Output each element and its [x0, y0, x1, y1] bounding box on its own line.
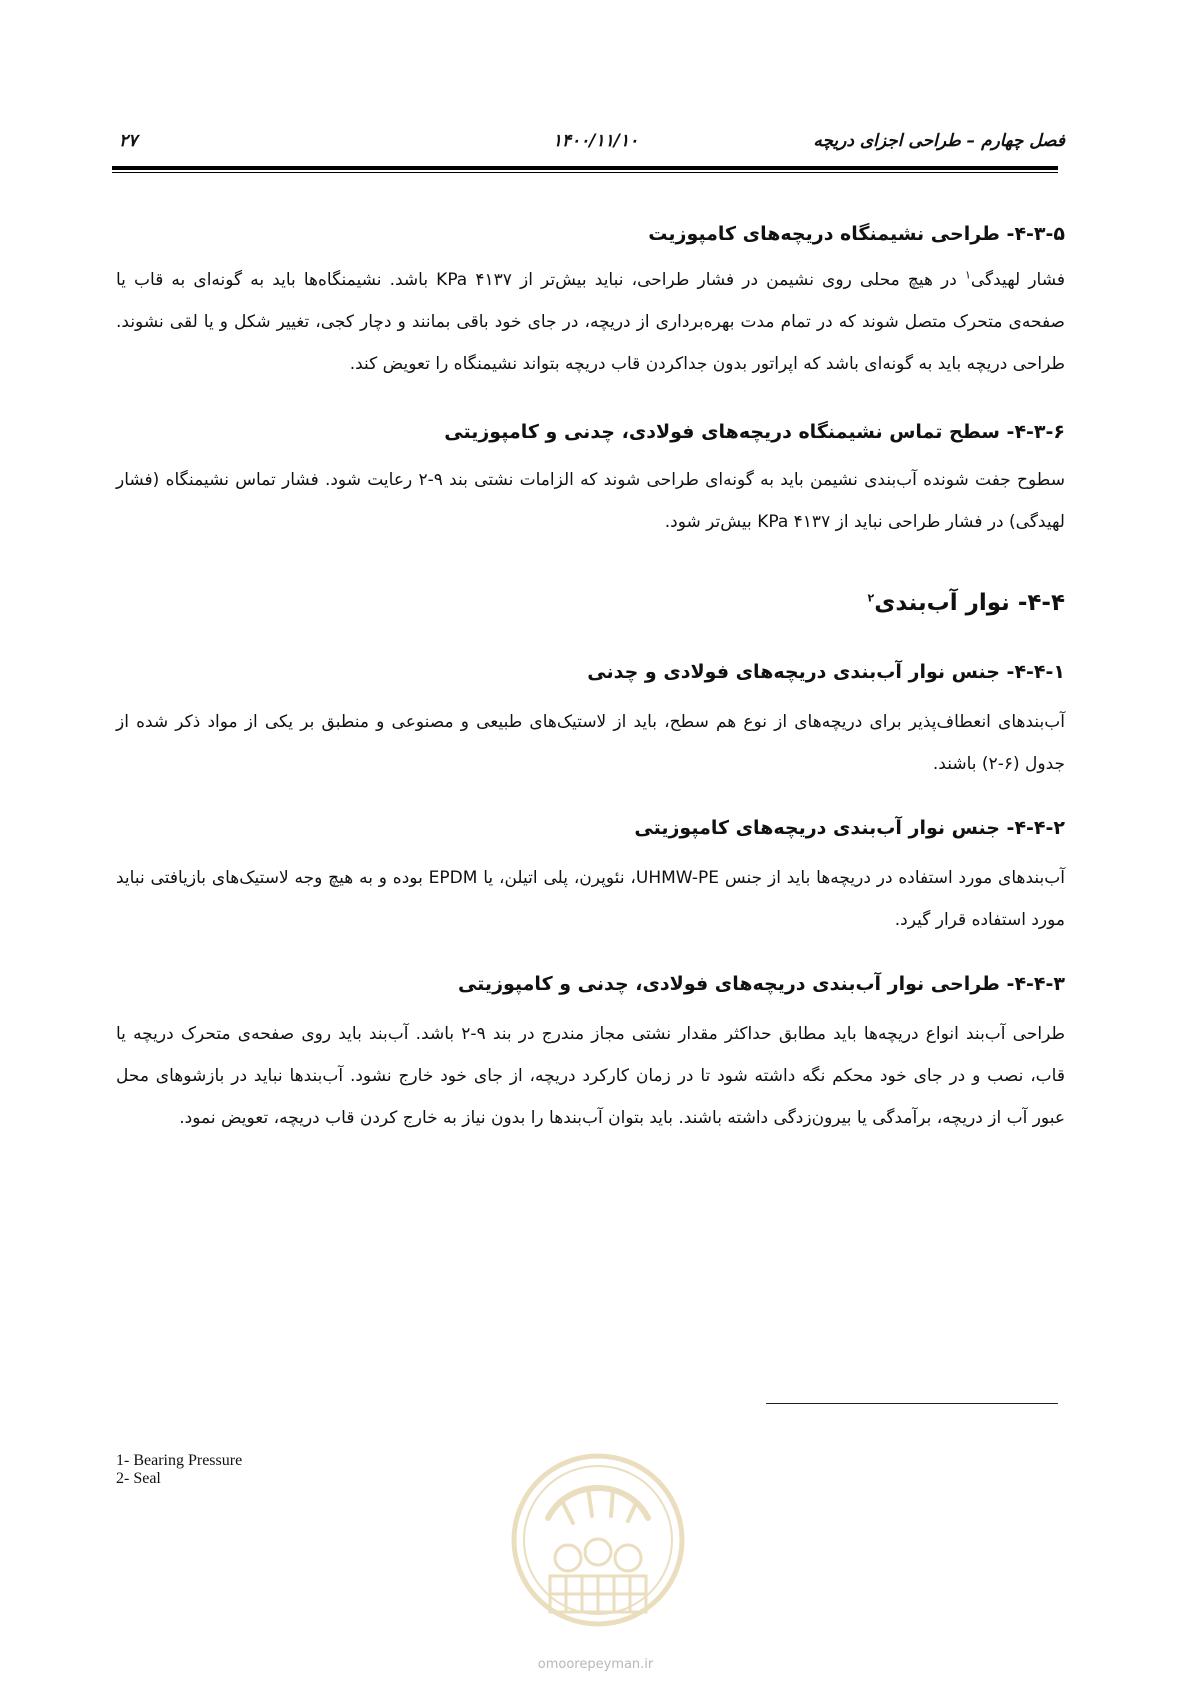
footnote-ref-2: ۲	[867, 591, 875, 605]
footnote-separator	[766, 1403, 1058, 1404]
header-rule-thick	[112, 166, 1058, 170]
footnote-2: 2- Seal	[116, 1470, 161, 1487]
section-body-4-4-2: آب‌بندهای مورد استفاده در دریچه‌ها باید از جنس UHMW-PE، نئوپرن، پلی اتیلن، یا EPDM بوده و به هیچ وجه لاستیک‌های بازیافتی نباید مورد استفاده قرار گیرد.	[116, 868, 1065, 930]
main-heading-text: ۴-۴- نوار آب‌بندی	[874, 590, 1065, 616]
section-heading-4-4-3: ۴-۴-۳- طراحی نوار آب‌بندی دریچه‌های فولادی، چدنی و کامپوزیتی	[457, 973, 1065, 995]
running-header-date: ۱۴۰۰/۱۱/۱۰	[552, 131, 639, 151]
section-body-4-4-3: طراحی آب‌بند انواع دریچه‌ها باید مطابق حداکثر مقدار نشتی مجاز مندرج در بند ۹-۲ باشد. آب‌بند باید روی صفحه‌ی متحرک دریچه یا قاب، نصب و در جای خود محکم نگه داشته شود تا در زمان کارکرد دریچه، از جای خود خارج نشود. آب‌بندها نباید در بازشوهای محل عبور آب از دریچه، برآمدگی یا بیرون‌زدگی داشته باشند. باید بتوان آب‌بندها را بدون نیاز به خارج کردن قاب دریچه، تعویض نمود.	[116, 1024, 1065, 1128]
page-number: ۲۷	[119, 131, 138, 151]
body-text: در هیچ محلی روی نشیمن در فشار طراحی، نباید بیش‌تر از ۴۱۳۷ KPa باشد. نشیمنگاه‌ها باید به گونه‌ای به قاب یا صفحه‌ی متحرک متصل شوند که در تمام مدت بهره‌برداری از دریچه، در جای خود باقی بمانند و دچار کجی، تغییر شکل و یا لقی نشوند. طراحی دریچه باید به گونه‌ای باشد که اپراتور بدون جداکردن قاب دریچه بتواند نشیمنگاه را تعویض کند.	[116, 270, 1065, 374]
body-text: فشار لهیدگی	[970, 270, 1065, 290]
running-header-chapter: فصل چهارم – طراحی اجزای دریچه	[813, 131, 1065, 151]
section-body-4-4-1: آب‌بندهای انعطاف‌پذیر برای دریچه‌های از نوع هم سطح، باید از لاستیک‌های طبیعی و مصنوعی و منطبق بر یکی از مواد ذکر شده از جدول (۶-۲) باشند.	[116, 712, 1065, 774]
section-body-4-3-5	[116, 259, 1065, 385]
section-heading-4-4-2: ۴-۴-۲- جنس نوار آب‌بندی دریچه‌های کامپوزیتی	[634, 817, 1065, 839]
chapter-section-heading-4-4	[116, 577, 1065, 629]
page-content	[116, 213, 1065, 1139]
section-heading-4-3-6: ۴-۳-۶- سطح تماس نشیمنگاه دریچه‌های فولادی، چدنی و کامپوزیتی	[444, 421, 1065, 443]
watermark-site-url: omoorepeyman.ir	[537, 1657, 654, 1672]
footnote-1: 1- Bearing Pressure	[116, 1452, 243, 1469]
section-heading-4-3-5: ۴-۳-۵- طراحی نشیمنگاه دریچه‌های کامپوزیت	[648, 223, 1065, 245]
footnotes	[116, 1452, 242, 1488]
footnote-ref-1: ۱	[964, 268, 971, 282]
section-body-4-3-6: سطوح جفت شونده آب‌بندی نشیمن باید به گونه‌ای طراحی شوند که الزامات نشتی بند ۹-۲ رعایت شود. فشار تماس نشیمنگاه (فشار لهیدگی) در فشار طراحی نباید از ۴۱۳۷ KPa بیش‌تر شود.	[116, 470, 1065, 532]
section-heading-4-4-1: ۴-۴-۱- جنس نوار آب‌بندی دریچه‌های فولادی و چدنی	[587, 661, 1065, 683]
header-rule-thin	[112, 172, 1058, 173]
watermark-seal-logo	[508, 1448, 688, 1648]
